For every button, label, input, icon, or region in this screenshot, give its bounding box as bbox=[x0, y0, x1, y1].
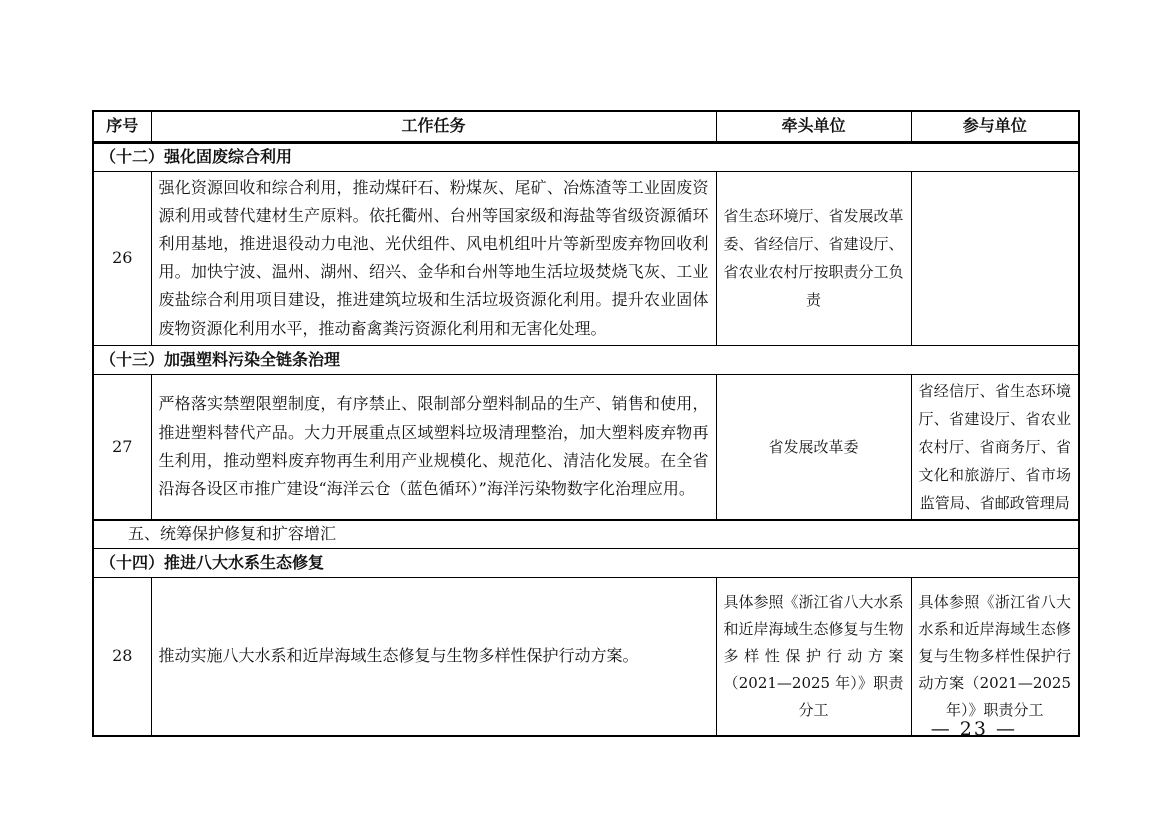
section-row-14 bbox=[93, 549, 1079, 578]
col-header-lead-unit: 牵头单位 bbox=[716, 111, 911, 142]
lead-unit-cell: 省生态环境厅、省发展改革委、省经信厅、省建设厅、省农业农村厅按职责分工负责 bbox=[716, 171, 911, 345]
lead-unit-cell: 具体参照《浙江省八大水系和近岸海域生态修复与生物多样性保护行动方案（2021—2025 年）》职责分工 bbox=[716, 578, 911, 736]
participating-unit-cell bbox=[911, 171, 1079, 345]
table-row-27 bbox=[93, 374, 1079, 520]
section-row-13 bbox=[93, 345, 1079, 374]
col-header-participating-unit: 参与单位 bbox=[911, 111, 1079, 142]
page-number: — 23 — bbox=[930, 718, 1017, 740]
table-row-26 bbox=[93, 171, 1079, 345]
col-header-serial: 序号 bbox=[93, 111, 151, 142]
section-row-12 bbox=[93, 142, 1079, 171]
row-number: 27 bbox=[93, 374, 151, 520]
task-cell: 强化资源回收和综合利用，推动煤矸石、粉煤灰、尾矿、冶炼渣等工业固废资源利用或替代建材生产原料。依托衢州、台州等国家级和海盐等省级资源循环利用基地，推进退役动力电池、光伏组件、风电机组叶片等新型废弃物回收利用。加快宁波、温州、湖州、绍兴、金华和台州等地生活垃圾焚烧飞灰、工业废盐综合利用项目建设，推进建筑垃圾和生活垃圾资源化利用。提升农业固体废物资源化利用水平，推动畜禽粪污资源化利用和无害化处理。 bbox=[151, 171, 716, 345]
row-number: 26 bbox=[93, 171, 151, 345]
section-title: 五、统筹保护修复和扩容增汇 bbox=[93, 520, 1079, 549]
section-title: （十四）推进八大水系生态修复 bbox=[93, 549, 1079, 578]
task-cell: 严格落实禁塑限塑制度，有序禁止、限制部分塑料制品的生产、销售和使用，推进塑料替代产品。大力开展重点区域塑料垃圾清理整治，加大塑料废弃物再生利用，推动塑料废弃物再生利用产业规模化、规范化、清洁化发展。在全省沿海各设区市推广建设“海洋云仓（蓝色循环）”海洋污染物数字化治理应用。 bbox=[151, 374, 716, 520]
task-cell: 推动实施八大水系和近岸海域生态修复与生物多样性保护行动方案。 bbox=[151, 578, 716, 736]
section-title: （十三）加强塑料污染全链条治理 bbox=[93, 345, 1079, 374]
section-title: （十二）强化固废综合利用 bbox=[93, 142, 1079, 171]
work-task-table bbox=[92, 110, 1080, 737]
table-header-row bbox=[93, 111, 1079, 142]
section-row-5 bbox=[93, 520, 1079, 549]
lead-unit-cell: 省发展改革委 bbox=[716, 374, 911, 520]
col-header-task: 工作任务 bbox=[151, 111, 716, 142]
table-row-28 bbox=[93, 578, 1079, 736]
participating-unit-cell: 具体参照《浙江省八大水系和近岸海域生态修复与生物多样性保护行动方案（2021—2025 年）》职责分工 bbox=[911, 578, 1079, 736]
participating-unit-cell: 省经信厅、省生态环境厅、省建设厅、省农业农村厅、省商务厅、省文化和旅游厅、省市场监管局、省邮政管理局 bbox=[911, 374, 1079, 520]
row-number: 28 bbox=[93, 578, 151, 736]
